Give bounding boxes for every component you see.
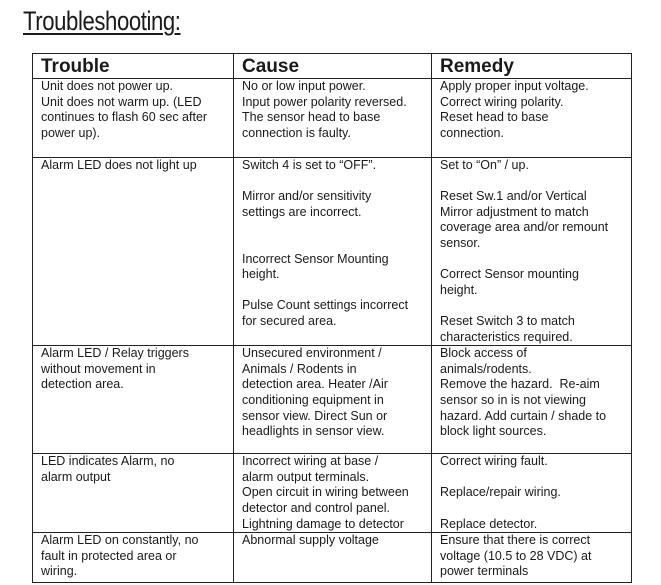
cause-text-line: Animals / Rodents in xyxy=(242,361,357,376)
remedy-text-line xyxy=(440,252,627,268)
cause-text-line: connection is faulty. xyxy=(242,125,351,140)
remedy-text-line: Replace/repair wiring. xyxy=(440,485,561,500)
remedy-text-line: Correct wiring polarity. xyxy=(440,94,564,109)
trouble-text-line: Alarm LED on constantly, no xyxy=(41,533,199,548)
table-row xyxy=(33,158,632,346)
cause-cell xyxy=(234,158,432,346)
cause-text-line: The sensor head to base xyxy=(242,110,381,125)
remedy-text-line: Correct wiring fault. xyxy=(440,454,548,469)
cause-text-line: Open circuit in wiring between xyxy=(242,485,409,500)
table-row xyxy=(33,346,632,454)
remedy-text-line: Reset head to base xyxy=(440,110,549,125)
cause-text-line: sensor view. Direct Sun or xyxy=(242,408,388,423)
remedy-text-line: sensor so in is not viewing xyxy=(440,392,586,407)
cause-text-line: conditioning equipment in xyxy=(242,392,384,407)
remedy-cell xyxy=(432,79,632,158)
header-cause: Cause xyxy=(234,54,432,79)
remedy-text-line: characteristics required. xyxy=(440,329,573,344)
cause-text-line xyxy=(242,283,427,299)
cause-text-line: Incorrect Sensor Mounting xyxy=(242,251,389,266)
remedy-text-line: Replace detector. xyxy=(440,516,538,531)
table-row xyxy=(33,533,632,583)
cause-text-line: height. xyxy=(242,267,280,282)
trouble-text-line: wiring. xyxy=(41,564,78,579)
cause-text-line xyxy=(242,174,427,190)
remedy-text-line: voltage (10.5 to 28 VDC) at xyxy=(440,548,592,563)
table-row xyxy=(33,454,632,533)
trouble-cell xyxy=(33,346,234,454)
table-header-row xyxy=(33,54,632,79)
cause-cell xyxy=(234,454,432,533)
cause-text-line: alarm output terminals. xyxy=(242,469,370,484)
trouble-text-line: Alarm LED / Relay triggers xyxy=(41,346,189,361)
trouble-cell xyxy=(33,533,234,583)
cause-cell xyxy=(234,79,432,158)
remedy-text-line: Block access of xyxy=(440,346,527,361)
remedy-text-line: block light sources. xyxy=(440,424,547,439)
cause-text-line xyxy=(242,236,427,252)
remedy-text-line xyxy=(440,501,627,517)
cause-text-line: detector and control panel. xyxy=(242,500,391,515)
remedy-text-line: power terminals xyxy=(440,564,529,579)
cause-cell xyxy=(234,533,432,583)
trouble-text-line: Unit does not power up. xyxy=(41,79,174,93)
table-row xyxy=(33,79,632,158)
trouble-text-line: continues to flash 60 sec after xyxy=(41,110,208,125)
table-body xyxy=(33,79,632,583)
cause-text-line: headlights in sensor view. xyxy=(242,424,385,439)
remedy-text-line: Reset Switch 3 to match xyxy=(440,313,575,328)
trouble-text-line: LED indicates Alarm, no xyxy=(41,454,175,469)
cause-text-line: Pulse Count settings incorrect xyxy=(242,298,409,313)
remedy-text-line: connection. xyxy=(440,125,504,140)
remedy-text-line: hazard. Add curtain / shade to xyxy=(440,408,607,423)
header-remedy: Remedy xyxy=(432,54,632,79)
trouble-text-line: power up). xyxy=(41,125,101,140)
remedy-text-line: height. xyxy=(440,282,478,297)
remedy-text-line xyxy=(440,174,627,190)
remedy-text-line xyxy=(440,298,627,314)
trouble-text-line: Alarm LED does not light up xyxy=(41,158,197,172)
cause-text-line: Unsecured environment / xyxy=(242,346,382,361)
cause-cell xyxy=(234,346,432,454)
trouble-cell xyxy=(33,158,234,346)
remedy-cell xyxy=(432,158,632,346)
remedy-text-line: Apply proper input voltage. xyxy=(440,79,589,93)
cause-text-line: Lightning damage to detector xyxy=(242,516,404,531)
trouble-cell xyxy=(33,79,234,158)
cause-text-line: settings are incorrect. xyxy=(242,204,362,219)
trouble-text-line: without movement in xyxy=(41,361,156,376)
remedy-text-line: Set to “On” / up. xyxy=(440,158,529,172)
cause-text-line: Input power polarity reversed. xyxy=(242,94,407,109)
remedy-cell xyxy=(432,346,632,454)
remedy-text-line: Correct Sensor mounting xyxy=(440,267,579,282)
remedy-text-line xyxy=(440,470,627,486)
remedy-text-line: sensor. xyxy=(440,235,481,250)
cause-text-line: Mirror and/or sensitivity xyxy=(242,189,372,204)
trouble-cell xyxy=(33,454,234,533)
cause-text-line: for secured area. xyxy=(242,313,337,328)
cause-text-line: Switch 4 is set to “OFF”. xyxy=(242,158,377,172)
remedy-cell xyxy=(432,533,632,583)
remedy-text-line: Ensure that there is correct xyxy=(440,533,591,548)
remedy-text-line: animals/rodents. xyxy=(440,361,532,376)
remedy-text-line: coverage area and/or remount xyxy=(440,220,609,235)
cause-text-line: Incorrect wiring at base / xyxy=(242,454,379,469)
trouble-text-line: fault in protected area or xyxy=(41,548,177,563)
trouble-text-line: Unit does not warm up. (LED xyxy=(41,94,202,109)
cause-text-line xyxy=(242,220,427,236)
cause-text-line: Abnormal supply voltage xyxy=(242,533,379,548)
cause-text-line: detection area. Heater /Air xyxy=(242,377,388,392)
trouble-text-line: alarm output xyxy=(41,469,111,484)
remedy-text-line: Reset Sw.1 and/or Vertical xyxy=(440,189,587,204)
page-title: Troubleshooting: xyxy=(23,6,181,36)
header-trouble: Trouble xyxy=(33,54,234,79)
troubleshooting-table xyxy=(32,53,632,583)
trouble-text-line: detection area. xyxy=(41,377,124,392)
remedy-text-line: Mirror adjustment to match xyxy=(440,204,589,219)
remedy-text-line: Remove the hazard. Re-aim xyxy=(440,377,600,392)
cause-text-line: No or low input power. xyxy=(242,79,366,93)
remedy-cell xyxy=(432,454,632,533)
